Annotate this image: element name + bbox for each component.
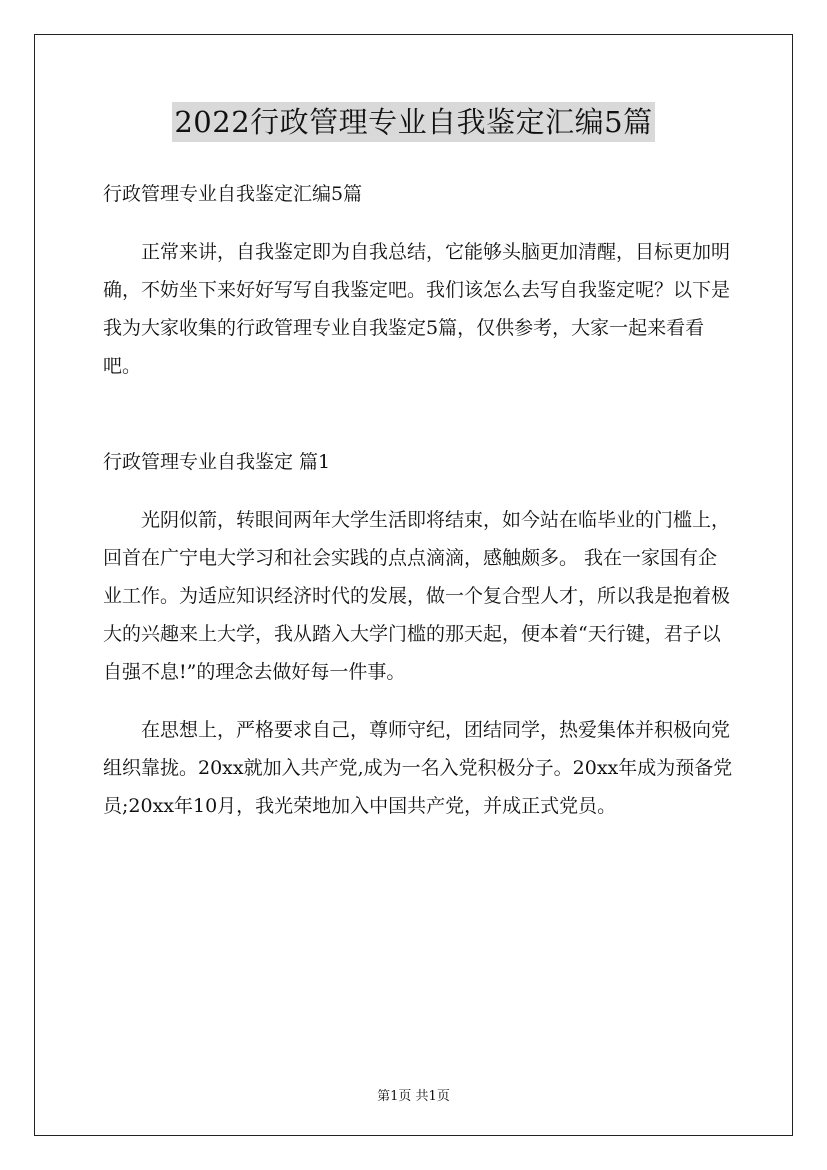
intro-paragraph: 正常来讲，自我鉴定即为自我总结，它能够头脑更加清醒，目标更加明确，不妨坐下来好好写写自我鉴定吧。我们该怎么去写自我鉴定呢？以下是我为大家收集的行政管理专业自我鉴定5篇，仅供参考，大家一起来看看吧。 [103, 241, 731, 377]
document-subtitle: 行政管理专业自我鉴定汇编5篇 [103, 183, 363, 205]
title-container [0, 102, 827, 142]
document-title: 2022行政管理专业自我鉴定汇编5篇 [172, 102, 654, 142]
page-number: 第1页 共1页 [377, 1089, 450, 1104]
body-paragraph: 光阴似箭，转眼间两年大学生活即将结束，如今站在临毕业的门槛上，回首在广宁电大学习和社会实践的点点滴滴，感触颇多。 我在一家国有企业工作。为适应知识经济时代的发展，做一个复合型人才，所以我是抱着极大的兴趣来上大学，我从踏入大学门槛的那天起，便本着“天行键，君子以自强不息!”的理念去做好每一件事。 [103, 509, 731, 683]
body-paragraph: 在思想上，严格要求自己，尊师守纪，团结同学，热爱集体并积极向党组织靠拢。20xx就加入共产党,成为一名入党积极分子。20xx年成为预备党员;20xx年10月，我光荣地加入中国共产党，并成正式党员。 [103, 719, 733, 817]
section-heading: 行政管理专业自我鉴定 篇1 [103, 451, 331, 473]
document-body [103, 175, 733, 825]
